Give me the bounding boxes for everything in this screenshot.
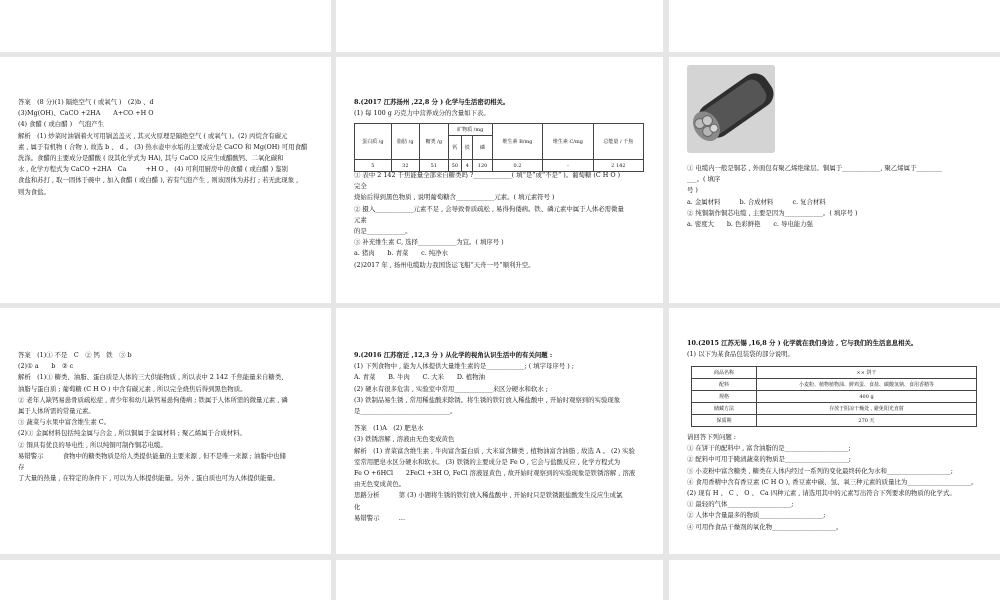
text-line: (3)Mg(OH)、CaCO +2HA A+CO +H O <box>18 109 154 118</box>
text-line: ④ 食用香精中含有香豆素 (C H O ), 香豆素中碳、氢、氧三种元素的质量比为____________________。 <box>687 477 978 486</box>
text-line: 室常用肥皂水区分硬水和软水。 (3) 铁锈的主要成分是 Fe O , 它会与盐酸反应 , 化学方程式为 <box>354 457 621 466</box>
table-header: 蛋白质 /g <box>355 124 392 160</box>
table-cell: 商品名称 <box>692 367 757 379</box>
text-line: 洗涤。食醋的主要成分是醋酸 ( 设其化学式为 HA), 其与 CaCO 反应生成醋酸钙、二氧化碳和 <box>18 154 284 163</box>
text-line: 解析 (1)① 糖类、油脂、蛋白质是人体的三大供能物质 , 所以表中 2 142 千焦能量来自糖类、 <box>18 373 288 382</box>
cable-photo <box>687 65 775 153</box>
table-cell: 小麦粉、植物植物油、鲜鸡蛋、食盐、碳酸氢钠、食用香精等 <box>757 379 977 391</box>
question-9 <box>354 350 649 524</box>
table-header: 维生素 C/mg <box>543 124 594 160</box>
text-line: ② 老年人缺钙易患骨质疏松症 , 青少年和幼儿缺钙易患佝偻病 ; 铁属于人体所需的微量元素 , 磷 <box>18 395 288 404</box>
package-table <box>691 366 977 427</box>
text-line: ② 铜具有优良的导电性 , 所以纯铜可制作铜芯电缆。 <box>18 440 167 449</box>
text-line: (3) 铁锈溶解 , 溶液由无色变成黄色 <box>354 435 455 444</box>
question-title: 10.(2015 江苏无锡 ,16,8 分 ) 化学就在我们身边 , 它与我们的生活息息相关。 <box>687 339 918 347</box>
table-subheader: 钙 <box>448 136 462 160</box>
text-line: 的是____________。 <box>354 227 412 236</box>
question-8-body <box>354 170 649 271</box>
document-page-11 <box>336 560 663 600</box>
document-page-9 <box>669 308 1000 554</box>
text-line: ① 最轻的气体____________________; <box>687 500 794 509</box>
text-line: A. 青菜 B. 牛肉 C. 大米 D. 植物油 <box>354 373 485 382</box>
text-line: ① 在饼干的配料中 , 富含油脂的是____________________; <box>687 444 851 453</box>
table-cell: ×× 饼干 <box>757 367 977 379</box>
table-cell: 规格 <box>692 391 757 403</box>
table-row <box>692 391 977 403</box>
text-line: 解析 (1) 炒菜时油锅着火可用锅盖盖灭 , 其灭火原理是隔绝空气 ( 或氧气 )。(2) 丙烷含有碳元 <box>18 131 288 140</box>
text-line: ② 纯铜制作铜芯电缆 , 主要是因为____________。( 填序号 ) <box>687 208 858 217</box>
text-line: 解析 (1) 青菜富含维生素 , 牛肉富含蛋白质 , 大米富含糖类 , 植物油富含油脂 , 故选 A 。 (2) 实验 <box>354 446 635 455</box>
text-line: 则为食盐。 <box>18 187 50 196</box>
text-line: (2) 现有 H 、 C 、 O 、 Ca 四种元素 , 请选用其中的元素写出符合下列要求的物质的化学式。 <box>687 489 956 498</box>
table-cell: - <box>543 160 594 172</box>
document-page-3 <box>669 0 1000 52</box>
cable-image <box>687 65 775 153</box>
text-line: 烧始后得到黑色物质 , 说明葡萄糖含____________元素。( 填元素符号 ) <box>354 193 555 202</box>
table-cell: 50 <box>448 160 462 172</box>
text-line: 答案 (1)A (2) 肥皂水 <box>354 424 424 433</box>
text-line: a. 密度大 b. 色彩鲜艳 c. 导电能力强 <box>687 220 813 229</box>
text-line: 化 <box>354 502 361 511</box>
text-line: 属于人体所需的常量元素。 <box>18 407 95 416</box>
question-8-cable <box>687 163 986 230</box>
document-page-1 <box>0 0 331 52</box>
text-line: 是____________________________。 <box>354 407 457 416</box>
table-subheader: 铁 <box>462 136 473 160</box>
table-cell: 120 <box>473 160 493 172</box>
question-title: 8.(2017 江苏扬州 ,22,8 分 ) 化学与生活密切相关。 <box>354 98 510 106</box>
document-page-12 <box>669 560 1000 600</box>
document-page-7 <box>0 308 331 554</box>
question-8 <box>354 97 649 119</box>
question-10-body <box>687 432 986 533</box>
table-cell: 400 g <box>757 391 977 403</box>
text-line: (2) 硬水有很多危害 , 实验室中常用____________来区分硬水和软水 ; <box>354 384 548 393</box>
text-line: 由无色变成黄色。 <box>354 480 406 489</box>
text-line: 食盐和苏打 , 取一固体于碗中 , 加入食醋 ( 或白醋 ), 若有气泡产生 , 则该固体为苏打 ; 若无此现象 , <box>18 176 299 185</box>
text-line: (2)① a b ② c <box>18 362 74 371</box>
table-subheader: 磷 <box>473 136 493 160</box>
text-line: ② 配料中可用于腌渍蔬菜的物质是____________________; <box>687 455 851 464</box>
text-line: 了大量的热量 , 在特定的条件下 , 可以为人体提供能量。另外 , 蛋白质也可为人体提供能量。 <box>18 474 280 483</box>
table-row <box>692 379 977 391</box>
table-cell: 51 <box>420 160 448 172</box>
text-line: (1) 以下为某食品包装袋的部分说明。 <box>687 350 794 359</box>
text-line: ② 人体中含量最多的物质____________________; <box>687 511 826 520</box>
text-line: 存 <box>18 463 25 472</box>
table-row <box>692 367 977 379</box>
table-cell: 270 天 <box>757 415 977 427</box>
text-line: Fe O +6HCl 2FeCl +3H O, FeCl 溶液显黄色 , 故开始时观察到的实验现象是铁锈溶解 , 溶液 <box>354 469 636 478</box>
text-line: 思路分析 第 (3) 小题将生锈的铁钉放入稀盐酸中 , 开始时只是铁锈跟盐酸发生反应生成氯 <box>354 491 623 500</box>
table-header: 维生素 B/mg <box>492 124 542 160</box>
question-10 <box>687 338 986 360</box>
text-line: 素 , 属于有机物 ( 合物 ), 故选 b 、 d 。 (3) 热水壶中水垢的主要成分是 CaCO 和 Mg(OH) 可用食醋 <box>18 142 308 151</box>
table-cell: 保质期 <box>692 415 757 427</box>
document-page-6 <box>669 57 1000 303</box>
text-line: 完全 <box>354 182 367 191</box>
table-row <box>692 403 977 415</box>
table-cell: 5 <box>355 160 392 172</box>
table-cell: 4 <box>462 160 473 172</box>
text-line: (1) 下列食物中 , 能为人体提供大量维生素的是____________; ( 填字母序号 ) ; <box>354 362 574 371</box>
table-cell: 存放于阴凉干燥处 , 避免阳光直射 <box>757 403 977 415</box>
table-header: 糖类 /g <box>420 124 448 160</box>
text-line: a. 金属材料 b. 合成材料 c. 复合材料 <box>687 197 826 206</box>
text-line: 答案 (1)① 不是 C ② 钙 铁 ③ b <box>18 351 132 359</box>
text-line: ④ 可用作食品干燥剂的氧化物____________________。 <box>687 522 843 531</box>
document-page-2 <box>336 0 663 52</box>
text-line: (2)2017 年 , 扬州电缆助力我国货运飞船“天舟一号”顺利升空。 <box>354 260 535 269</box>
text-line: ③ 补充维生素 C, 选择____________为宜。( 填序号 ) <box>354 238 504 247</box>
text-line: ② 摄入____________元素不足 , 会导致骨质疏松 , 易得佝偻病。铁、磷元素中属于人体必需微量 <box>354 204 624 213</box>
answer-section <box>18 350 317 484</box>
table-header: 矿物质 /mg <box>448 124 492 136</box>
text-line: a. 猪肉 b. 青菜 c. 纯净水 <box>354 249 448 258</box>
nutrition-table <box>354 123 644 172</box>
question-title: 9.(2016 江苏宿迁 ,12,3 分 ) 从化学的视角认识生活中的有关问题 : <box>354 351 553 359</box>
document-page-8 <box>336 308 663 554</box>
text-line: ③ 小麦粉中富含糖类 , 糖类在人体内经过一系列的变化最终转化为水和____________________; <box>687 466 953 475</box>
text-line: ___。( 填序 <box>687 175 721 184</box>
table-cell: 配料 <box>692 379 757 391</box>
document-page-4 <box>0 57 331 303</box>
document-page-10 <box>0 560 331 600</box>
text-line: ① 电缆内一般是铜芯 , 外面包有聚乙烯绝缘层。铜属于____________, 聚乙烯属于________ <box>687 164 943 172</box>
text-line: 易错警示 食物中的糖类物质是给人类提供能量的主要来源 , 但不是唯一来源 ; 油脂中也储 <box>18 451 286 460</box>
text-line: 元素 <box>354 215 367 224</box>
text-line: ① 表中 2 142 千焦能量全部来自糖类吗 ?____________( 填“是”或“不是” )。葡萄糖 (C H O ) <box>354 171 621 179</box>
text-line: 答案 (8 分)(1) 隔绝空气 ( 或氧气 ) (2)b 、d <box>18 98 154 106</box>
text-line: ③ 蔬菜与水果中富含维生素 C。 <box>18 418 111 427</box>
table-cell: 2 142 <box>593 160 643 172</box>
text-line: (2)① 金属材料包括纯金属与合金 , 所以铜属于金属材料 ; 聚乙烯属于合成材料。 <box>18 429 246 438</box>
table-row <box>692 415 977 427</box>
text-line: 请回答下列问题 : <box>687 433 736 441</box>
table-cell: 储藏方法 <box>692 403 757 415</box>
table-header: 脂肪 /g <box>391 124 419 160</box>
text-line: 易错警示 … <box>354 513 406 522</box>
document-page-5 <box>336 57 663 303</box>
text-line: (1) 每 100 g 巧克力中营养成分的含量如下表。 <box>354 109 490 118</box>
table-header: 总能量 / 千焦 <box>593 124 643 160</box>
text-line: (3) 铁制品易生锈 , 常用稀盐酸来除锈。将生锈的铁钉放入稀盐酸中 , 开始时观察到的实验现象 <box>354 395 621 404</box>
table-cell: 0.2 <box>492 160 542 172</box>
text-line: (4) 食醋 ( 或白醋 ) 气泡产生 <box>18 120 105 129</box>
text-line: 水 , 化学方程式为 CaCO +2HA Ca +H O 。 (4) 可利用厨房中的食醋 ( 或白醋 ) 鉴别 <box>18 165 288 174</box>
answer-section <box>18 97 317 198</box>
text-line: 油脂与蛋白质 ; 葡萄糖 (C H O ) 中含有碳元素 , 所以完全烧焦后得到黑色物质。 <box>18 384 247 393</box>
table-cell: 32 <box>391 160 419 172</box>
text-line: 号 ) <box>687 186 698 195</box>
